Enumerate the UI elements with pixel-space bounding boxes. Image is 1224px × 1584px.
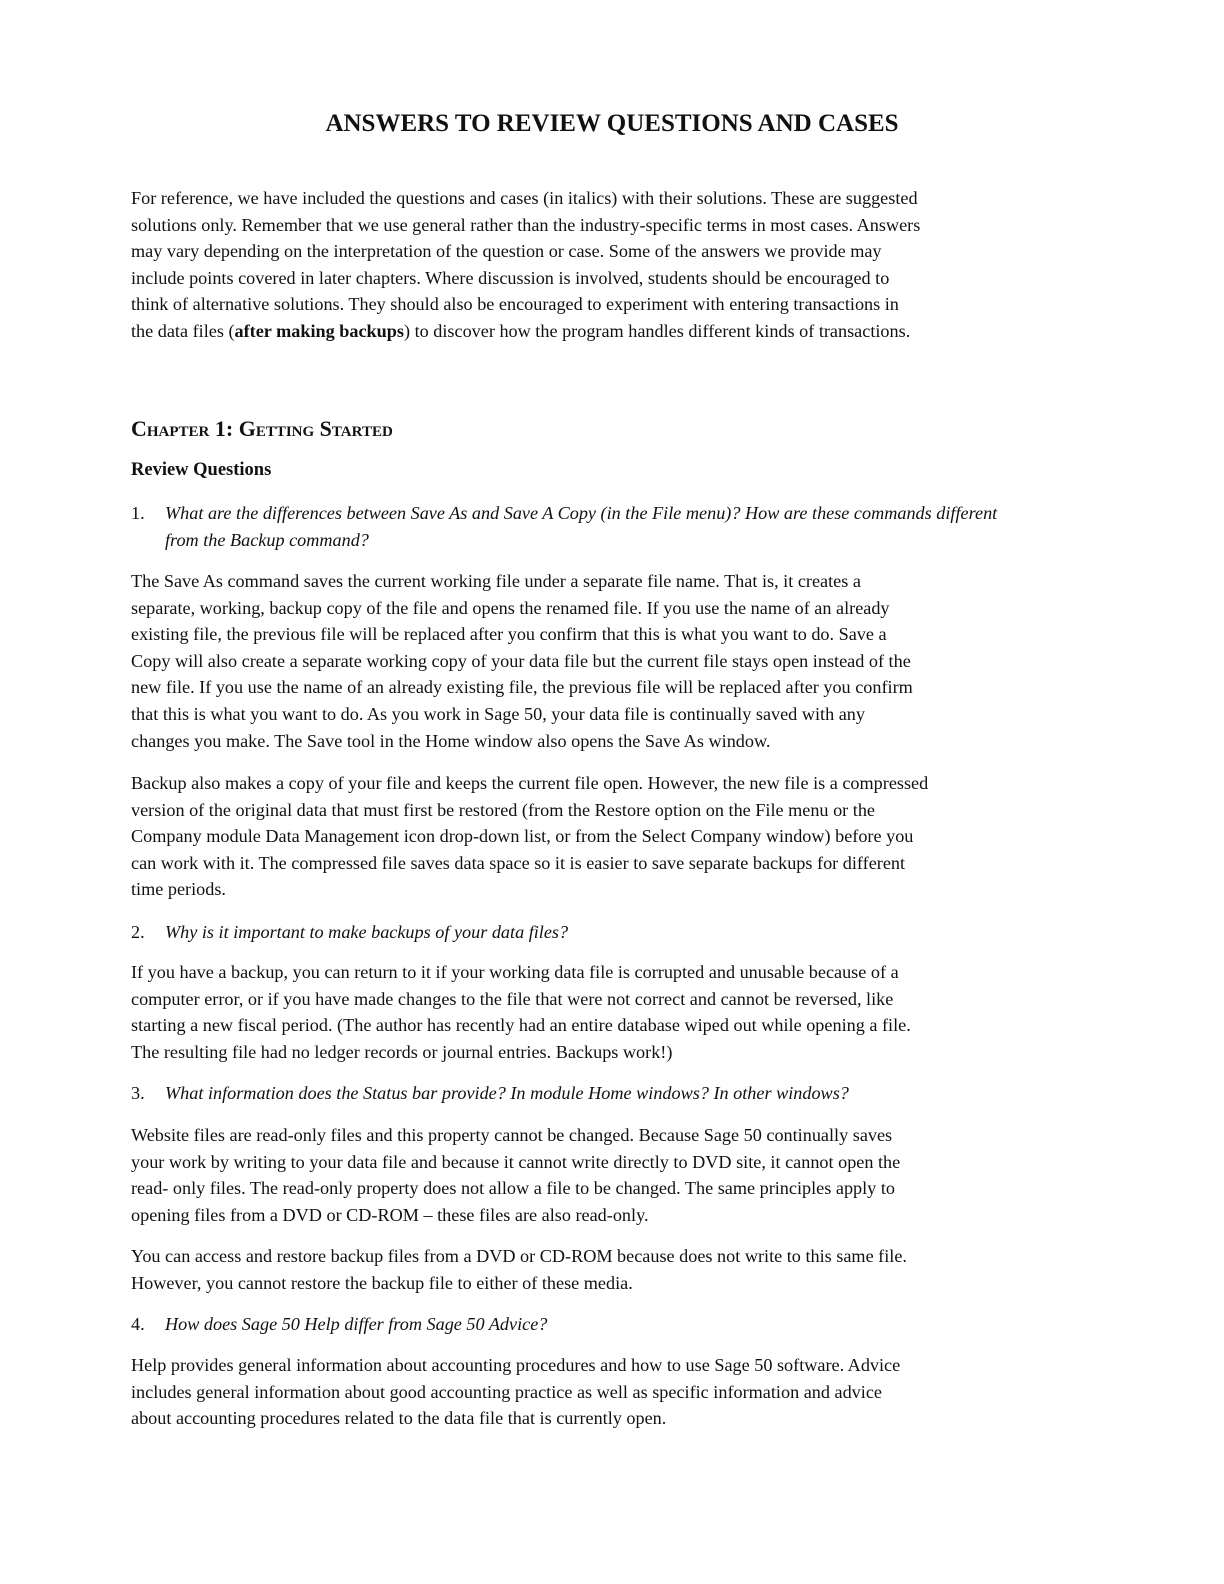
answer-line: [131, 1270, 1091, 1297]
line-text: changes you make. The Save tool in the Home window also opens the Save As window.: [131, 730, 771, 751]
line-text: separate, working, backup copy of the file and opens the renamed file. If you use the name of an already: [131, 597, 890, 618]
line-text: Copy will also create a separate working copy of your data file but the current file stays open instead of the: [131, 650, 911, 671]
answer-paragraph: [131, 770, 1091, 903]
intro-line: may vary depending on the interpretation of the question or case. Some of the answers we provide may: [131, 241, 882, 262]
answer-paragraph: [131, 1243, 1091, 1296]
line-text: The Save As command saves the current working file under a separate file name. That is, it creates a: [131, 571, 861, 591]
question-number: 2.: [131, 922, 145, 942]
answer-line: [131, 1352, 1091, 1379]
question: [131, 919, 1091, 946]
answer-line: [131, 1379, 1091, 1406]
line-text: opening files from a DVD or CD-ROM – these files are also read-only.: [131, 1204, 649, 1225]
intro-line: [131, 318, 1091, 345]
intro-line: include points covered in later chapters. Where discussion is involved, students should be encouraged to: [131, 267, 890, 288]
intro-text: the data files (: [131, 320, 235, 341]
answer-line: [131, 648, 1091, 675]
page-title: ANSWERS TO REVIEW QUESTIONS AND CASES: [325, 110, 899, 137]
line-text: The resulting file had no ledger records or journal entries. Backups work!): [131, 1041, 673, 1062]
answer-line: [131, 850, 1091, 877]
answer-paragraph: [131, 1122, 1091, 1228]
line-text: that this is what you want to do. As you work in Sage 50, your data file is continually saved with any: [131, 703, 865, 724]
intro-line: think of alternative solutions. They should also be encouraged to experiment with entering transactions in: [131, 294, 899, 315]
line-text: Help provides general information about accounting procedures and how to use Sage 50 software. Advice: [131, 1355, 901, 1375]
answer-line: [131, 1012, 1091, 1039]
line-text: can work with it. The compressed file saves data space so it is easier to save separate backups for different: [131, 852, 906, 873]
answer-line: [131, 674, 1091, 701]
answer-line: [131, 797, 1091, 824]
question: [131, 500, 1091, 553]
line-text: computer error, or if you have made changes to the file that were not correct and cannot be reversed, like: [131, 988, 894, 1009]
answer-line: [131, 959, 1091, 986]
question-line: [131, 1311, 1091, 1338]
answer-line: [131, 728, 1091, 755]
question-line: [131, 1080, 1091, 1107]
answer-line: [131, 1122, 1091, 1149]
line-text: existing file, the previous file will be replaced after you confirm that this is what you want to do. Save a: [131, 624, 887, 645]
intro-line: solutions only. Remember that we use general rather than the industry-specific terms in most cases. Answers: [131, 214, 921, 235]
line-text: If you have a backup, you can return to it if your working data file is corrupted and unusable because of a: [131, 962, 899, 982]
line-text: includes general information about good accounting practice as well as specific information and advice: [131, 1381, 882, 1402]
chapter-heading: Chapter 1: Getting Started: [131, 416, 393, 441]
question-number: 3.: [131, 1083, 145, 1103]
question: [131, 1080, 1091, 1107]
line-text: However, you cannot restore the backup file to either of these media.: [131, 1272, 633, 1293]
answer-line: [131, 1405, 1091, 1432]
line-text: Why is it important to make backups of your data files?: [165, 922, 569, 942]
line-text: new file. If you use the name of an already existing file, the previous file will be replaced after you confirm: [131, 677, 913, 698]
line-text: Backup also makes a copy of your file and keeps the current file open. However, the new file is a compressed: [131, 773, 929, 793]
line-text: Company module Data Management icon drop-down list, or from the Select Company window) before you: [131, 826, 914, 847]
intro-line: For reference, we have included the questions and cases (in italics) with their solutions. These are suggested: [131, 188, 918, 208]
answer-line: [131, 1202, 1091, 1229]
answer-line: [131, 568, 1091, 595]
answer-paragraph: [131, 568, 1091, 754]
section-heading: Review Questions: [131, 460, 272, 480]
answer-line: [131, 1243, 1091, 1270]
answer-line: [131, 876, 1091, 903]
question-line: [131, 919, 1091, 946]
question-number: 1.: [131, 503, 145, 523]
answer-line: [131, 986, 1091, 1013]
answer-paragraph: [131, 959, 1091, 1065]
answer-line: [131, 1149, 1091, 1176]
line-text: What information does the Status bar provide? In module Home windows? In other windows?: [165, 1083, 849, 1103]
line-text: Website files are read-only files and this property cannot be changed. Because Sage 50 continually saves: [131, 1125, 893, 1145]
line-text: version of the original data that must first be restored (from the Restore option on the File menu or the: [131, 799, 875, 820]
line-text: How does Sage 50 Help differ from Sage 50 Advice?: [165, 1314, 548, 1334]
intro-paragraph: [131, 185, 1091, 345]
question-line: [131, 527, 1091, 554]
question-line: [131, 500, 1091, 527]
line-text: You can access and restore backup files from a DVD or CD-ROM because does not write to this same file.: [131, 1246, 907, 1266]
line-text: time periods.: [131, 879, 226, 900]
answer-line: [131, 701, 1091, 728]
line-text: starting a new fiscal period. (The author has recently had an entire database wiped out while opening a file.: [131, 1015, 911, 1036]
answer-line: [131, 1039, 1091, 1066]
question: [131, 1311, 1091, 1338]
line-text: about accounting procedures related to the data file that is currently open.: [131, 1408, 667, 1429]
line-text: What are the differences between Save As and Save A Copy (in the File menu)? How are these commands different: [165, 503, 998, 523]
answer-paragraph: [131, 1352, 1091, 1432]
line-text: read- only files. The read-only property does not allow a file to be changed. The same principles apply to: [131, 1178, 895, 1199]
answer-line: [131, 1175, 1091, 1202]
intro-bold-text: after making backups: [234, 320, 404, 341]
answer-line: [131, 770, 1091, 797]
intro-text: ) to discover how the program handles different kinds of transactions.: [403, 320, 911, 341]
answer-line: [131, 595, 1091, 622]
answer-line: [131, 621, 1091, 648]
question-number: 4.: [131, 1314, 145, 1334]
line-text: from the Backup command?: [165, 529, 369, 550]
line-text: your work by writing to your data file and because it cannot write directly to DVD site, it cannot open the: [131, 1151, 901, 1172]
answer-line: [131, 823, 1091, 850]
